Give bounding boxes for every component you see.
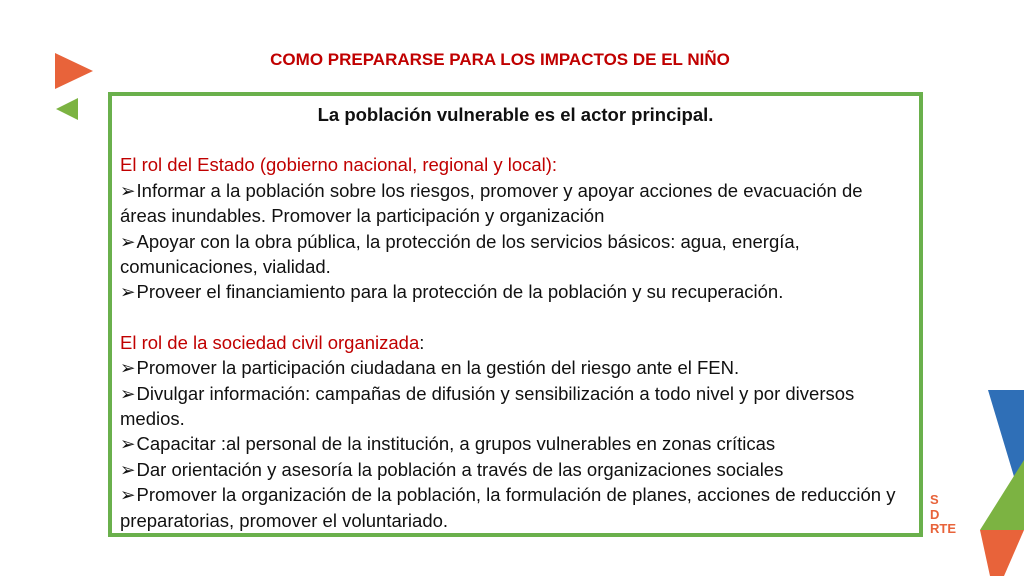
state-bullet-3 xyxy=(120,279,911,304)
civil-role-colon: : xyxy=(419,331,425,353)
orange-arrow-icon xyxy=(55,53,95,89)
civil-bullet-3 xyxy=(120,431,911,456)
bullet-text: Informar a la población sobre los riesgos, promover y apoyar acciones de evacuación de áreas inundables. Promover la participación y organización xyxy=(120,179,863,227)
spacer xyxy=(120,127,911,152)
bullet-text: Promover la organización de la población, la formulación de planes, acciones de reducción y preparatorias, promover el voluntariado. xyxy=(120,484,896,531)
bullet-text: Proveer el financiamiento para la protección de la población y su recuperación. xyxy=(136,281,784,303)
logo-fragment-3: RTE xyxy=(930,521,956,536)
content-panel xyxy=(108,92,923,537)
slide-subtitle: La población vulnerable es el actor principal. xyxy=(317,104,714,125)
bullet-text: Divulgar información: campañas de difusión y sensibilización a todo nivel y por diversos medios. xyxy=(120,382,855,430)
bullet-text: Promover la participación ciudadana en la gestión del riesgo ante el FEN. xyxy=(136,357,740,379)
state-bullet-1 xyxy=(120,178,911,229)
bullet-text: Apoyar con la obra pública, la protección de los servicios básicos: agua, energía, comunicaciones, vialidad. xyxy=(120,230,800,278)
green-arrow-icon xyxy=(56,98,80,122)
civil-role-heading: El rol de la sociedad civil organizada xyxy=(120,331,420,353)
state-bullet-2 xyxy=(120,229,911,280)
civil-bullet-1 xyxy=(120,355,911,380)
civil-role-heading-line xyxy=(120,330,911,355)
spacer xyxy=(120,305,911,330)
state-role-heading: El rol del Estado (gobierno nacional, regional y local): xyxy=(120,154,558,176)
logo-fragment-1: S xyxy=(930,492,939,507)
bullet-text: Capacitar :al personal de la institución, a grupos vulnerables en zonas críticas xyxy=(136,433,776,455)
civil-bullet-4 xyxy=(120,457,911,482)
decorative-triangles xyxy=(960,390,1024,576)
bullet-text: Dar orientación y asesoría la población a través de las organizaciones sociales xyxy=(136,458,784,480)
civil-bullet-2 xyxy=(120,381,911,432)
slide-title: COMO PREPARARSE PARA LOS IMPACTOS DE EL NIÑO xyxy=(270,50,730,69)
civil-bullet-5 xyxy=(120,482,911,533)
logo-fragment-2: D xyxy=(930,507,940,522)
